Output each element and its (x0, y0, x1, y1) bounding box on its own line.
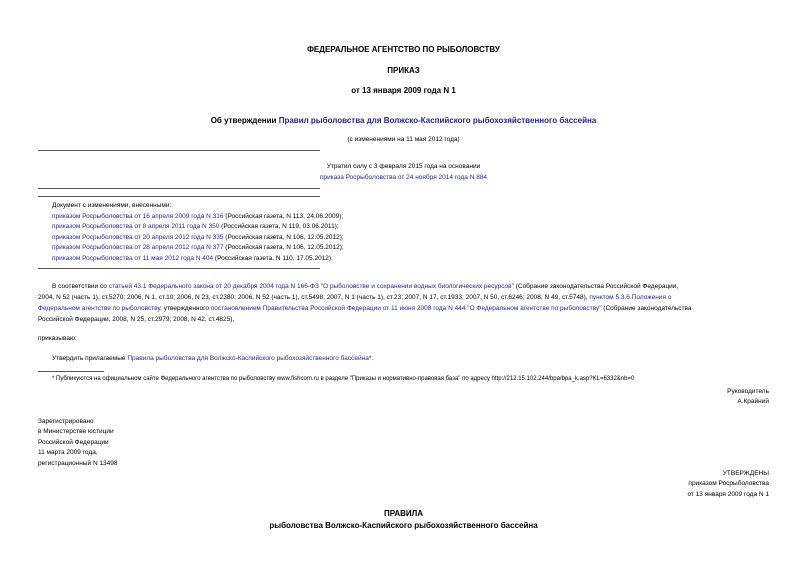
text-span: 2004, N 52 (часть 1), ст.5270; 2006, N 1, ст.10; 2006, N 23, ст.2380; 2006, N 52 (часть 1), ст.5498; 2007, N 1 (часть 1), ст.23; 2007, N 17, ст.1933; 2007, N 50, ст.6246; 2008, N 49, ст.5748), (38, 294, 590, 301)
change-source: (Российская газета, N 119, 03.06.2011); (219, 223, 339, 231)
document-date: от 13 января 2009 года N 1 (351, 86, 456, 95)
approved-line: приказом Росрыболовства (688, 480, 769, 488)
registration-line: Российской Федерации (38, 438, 109, 446)
text-span: (Собрание законодательства (601, 305, 692, 312)
signature-block (727, 387, 769, 407)
registration-line: 11 марта 2009 года, (38, 449, 98, 457)
list-item (52, 254, 344, 265)
expiry-link-row (0, 174, 807, 182)
text-span: В соответствии со (52, 283, 109, 290)
rules-link[interactable]: Правила рыболовства для Волжско-Каспийского рыбохозяйственного бассейна (127, 355, 369, 362)
text-span: Утвердить прилагаемые (52, 355, 128, 362)
change-source: (Российская газета, N 113, 24.06.2009); (223, 212, 344, 220)
changes-heading: Документ с изменениями, внесенными: (52, 202, 172, 209)
approve-clause (52, 355, 373, 363)
title-prefix: Об утверждении (210, 116, 279, 125)
list-item (52, 243, 344, 254)
approved-line: УТВЕРЖДЕНЫ (722, 470, 769, 477)
preamble-line (38, 303, 773, 314)
change-source: (Российская газета, N 106, 12.05.2012); (223, 244, 344, 252)
text-span: , утвержденного (160, 305, 211, 312)
government-decree-link[interactable]: постановлением Правительства Российской Федерации от 11 июня 2008 года N 444 "О Федеральном агентстве по рыболовству" (210, 305, 602, 312)
document-title (0, 116, 807, 126)
change-order-link[interactable]: приказом Росрыболовства от 8 апреля 2011 года N 350 (52, 223, 220, 231)
list-item (52, 212, 344, 223)
signatory-name: А.Крайний (737, 398, 769, 405)
list-item (52, 222, 344, 233)
change-source: (Российская газета, N 106, 12.05.2012); (223, 233, 344, 241)
federal-law-link[interactable]: статьей 43.1 Федерального закона от 20 декабря 2004 года N 166-ФЗ "О рыболовстве и сохранении водных биологических ресурсов" (108, 283, 514, 290)
agency-name: ФЕДЕРАЛЬНОЕ АГЕНТСТВО ПО РЫБОЛОВСТВУ (307, 45, 500, 54)
divider (38, 188, 320, 189)
rules-subheading: рыболовства Волжско-Каспийского рыбохозяйственного бассейна (269, 521, 538, 530)
regulation-clause-link[interactable]: пунктом 5.3.6 Положения о (589, 294, 672, 301)
list-item (52, 233, 344, 244)
preamble-line (38, 292, 773, 303)
divider (38, 150, 320, 151)
change-order-link[interactable]: приказом Росрыболовства от 16 апреля 2009 года N 316 (52, 212, 224, 220)
text-span: *. (368, 355, 374, 362)
registration-block (38, 417, 118, 469)
change-source: (Российская газета, N 110, 17.05.2012). (213, 254, 333, 262)
registration-line: в Министерстве юстиции (38, 428, 114, 436)
footnote: * Публикуются на официальном сайте Федерального агентства по рыболовству www.fishcom.ru в разделе "Приказы и нормативно-правовая база" по адресу http://212.15.102.244/bpa/bpa_k.asp?KL=6332&nb=0 (52, 376, 635, 382)
text-span: (Собрание законодательства Российской Федерации, (513, 283, 679, 290)
change-order-link[interactable]: приказом Росрыболовства от 28 апреля 2012 года N 377 (52, 244, 224, 252)
preamble-line: Российской Федерации, 2008, N 25, ст.2979; 2008, N 42, ст.4825), (38, 316, 235, 323)
rules-heading: ПРАВИЛА (383, 509, 424, 518)
registration-line: Зарегистрировано (38, 418, 94, 425)
change-order-link[interactable]: приказом Росрыболовства от 11 мая 2012 года N 404 (52, 254, 214, 262)
divider (38, 196, 320, 197)
document-type: ПРИКАЗ (387, 66, 420, 75)
preamble-line (38, 281, 773, 292)
expiry-note: Утратил силу с 3 февраля 2015 года на основании (326, 163, 481, 170)
rules-title-link[interactable]: Правил рыболовства для Волжско-Каспийского рыбохозяйственного бассейна (278, 116, 597, 125)
amended-note: (с изменениями на 11 мая 2012 года) (347, 136, 460, 143)
signatory-position: Руководитель (727, 388, 769, 395)
order-word: приказываю: (38, 335, 77, 342)
approved-line: от 13 января 2009 года N 1 (687, 490, 769, 498)
footnote-divider (38, 371, 104, 372)
expiry-order-link[interactable]: приказа Росрыболовства от 24 ноября 2014 года N 884 (319, 174, 488, 181)
changes-list (52, 201, 344, 265)
registration-line: регистрационный N 13498 (38, 459, 118, 467)
preamble-paragraph (38, 281, 773, 325)
regulation-clause-link[interactable]: Федеральном агентстве по рыболовству (38, 305, 161, 312)
approved-block (687, 469, 769, 500)
divider (38, 268, 320, 269)
change-order-link[interactable]: приказом Росрыболовства от 20 апреля 2012 года N 335 (52, 233, 224, 241)
